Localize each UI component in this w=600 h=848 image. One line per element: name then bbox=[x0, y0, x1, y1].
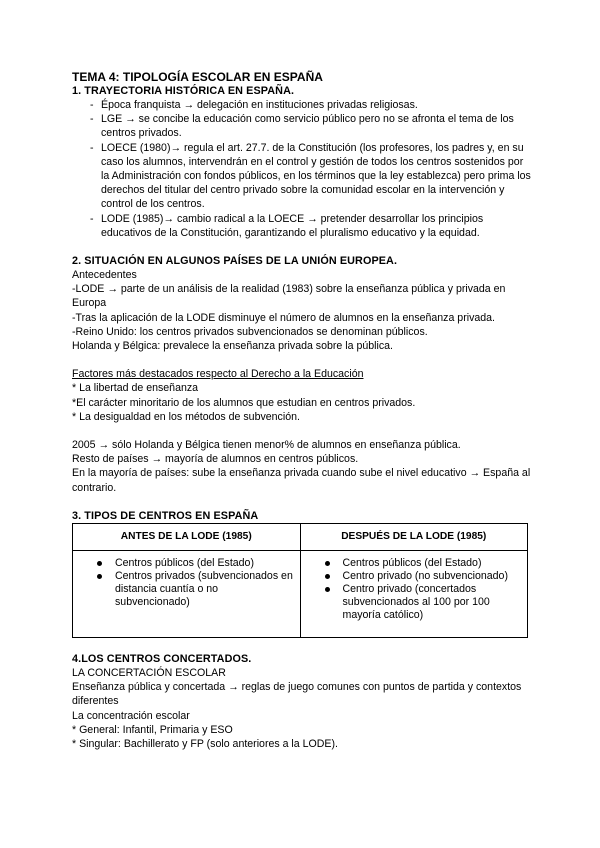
before-lode-header: ANTES DE LA LODE (1985) bbox=[73, 523, 301, 550]
list-item: Centro privado (no subvencionado) bbox=[343, 570, 522, 583]
text-line: 2005 → sólo Holanda y Bélgica tienen menor% de alumnos en enseñanza pública. bbox=[72, 439, 461, 452]
document-page bbox=[72, 70, 532, 751]
after-lode-cell bbox=[300, 551, 528, 638]
after-lode-header: DESPUÉS DE LA LODE (1985) bbox=[300, 523, 528, 550]
list-item: Centro privado (concertados subvencionados al 100 por 100 mayoría católico) bbox=[343, 583, 522, 622]
list-item: Centros públicos (del Estado) bbox=[343, 557, 522, 570]
text-line: -Tras la aplicación de la LODE disminuye el número de alumnos en la enseñanza privada. bbox=[72, 311, 495, 324]
section-1-heading: 1. TRAYECTORIA HISTÓRICA EN ESPAÑA. bbox=[72, 85, 295, 97]
spacer bbox=[72, 638, 532, 652]
section-4-heading: 4.LOS CENTROS CONCERTADOS. bbox=[72, 653, 252, 666]
spacer bbox=[72, 240, 532, 254]
spacer bbox=[72, 495, 532, 509]
spacer bbox=[72, 353, 532, 367]
before-lode-cell bbox=[73, 551, 301, 638]
list-item: - LOECE (1980)→ regula el art. 27.7. de la Constitución (los profesores, los padres y, en su caso los alumnos, intervendrán en el control y gestión de todos los centros sostenidos por la Administración con fondos públicos, en los términos que la ley establezca) pero prima los derechos del titular del centro privado sobre la comunidad escolar en la intervención y control de los centros. bbox=[90, 141, 532, 212]
page-title: TEMA 4: TIPOLOGÍA ESCOLAR EN ESPAÑA bbox=[72, 70, 323, 84]
text-line: *El carácter minoritario de los alumnos que estudian en centros privados. bbox=[72, 396, 416, 409]
text-line: -Reino Unido: los centros privados subvencionados se denominan públicos. bbox=[72, 325, 428, 338]
section-3-heading: 3. TIPOS DE CENTROS EN ESPAÑA bbox=[72, 509, 259, 522]
section-2-heading: 2. SITUACIÓN EN ALGUNOS PAÍSES DE LA UNIÓN EUROPEA. bbox=[72, 255, 398, 268]
text-line: -LODE → parte de un análisis de la realidad (1983) sobre la enseñanza pública y privada en Europa bbox=[72, 283, 506, 310]
spacer bbox=[72, 424, 532, 438]
factores-heading: Factores más destacados respecto al Derecho a la Educación bbox=[72, 368, 364, 381]
list-item: Centros privados (subvencionados en distancia cuantía o no subvencionado) bbox=[115, 570, 293, 609]
text-line: * La libertad de enseñanza bbox=[72, 382, 199, 395]
list-item: Centros públicos (del Estado) bbox=[115, 557, 294, 570]
section-1-list bbox=[72, 98, 532, 240]
text-line: Enseñanza pública y concertada → reglas de juego comunes con puntos de partida y contextos diferentes bbox=[72, 681, 522, 708]
list-item: - LGE → se concibe la educación como servicio público pero no se afronta el tema de los centros privados. bbox=[90, 112, 532, 140]
list-item: - LODE (1985)→ cambio radical a la LOECE → pretender desarrollar los principios educativos de la Constitución, garantizando el pluralismo educativo y la equidad. bbox=[90, 212, 532, 240]
text-line: * La desigualdad en los métodos de subvención. bbox=[72, 410, 300, 423]
text-line: * General: Infantil, Primaria y ESO bbox=[72, 723, 233, 736]
text-line: Resto de países → mayoría de alumnos en centros públicos. bbox=[72, 453, 359, 466]
text-line: En la mayoría de países: sube la enseñanza privada cuando sube el nivel educativo → España al contrario. bbox=[72, 467, 531, 494]
antecedentes-label: Antecedentes bbox=[72, 269, 137, 282]
text-line: Holanda y Bélgica: prevalece la enseñanza privada sobre la pública. bbox=[72, 340, 393, 353]
text-line: LA CONCERTACIÓN ESCOLAR bbox=[72, 667, 226, 680]
text-line: La concentración escolar bbox=[72, 709, 190, 722]
list-item: - Época franquista → delegación en instituciones privadas religiosas. bbox=[90, 98, 532, 112]
text-line: * Singular: Bachillerato y FP (solo anteriores a la LODE). bbox=[72, 738, 338, 751]
centers-table bbox=[72, 523, 528, 638]
